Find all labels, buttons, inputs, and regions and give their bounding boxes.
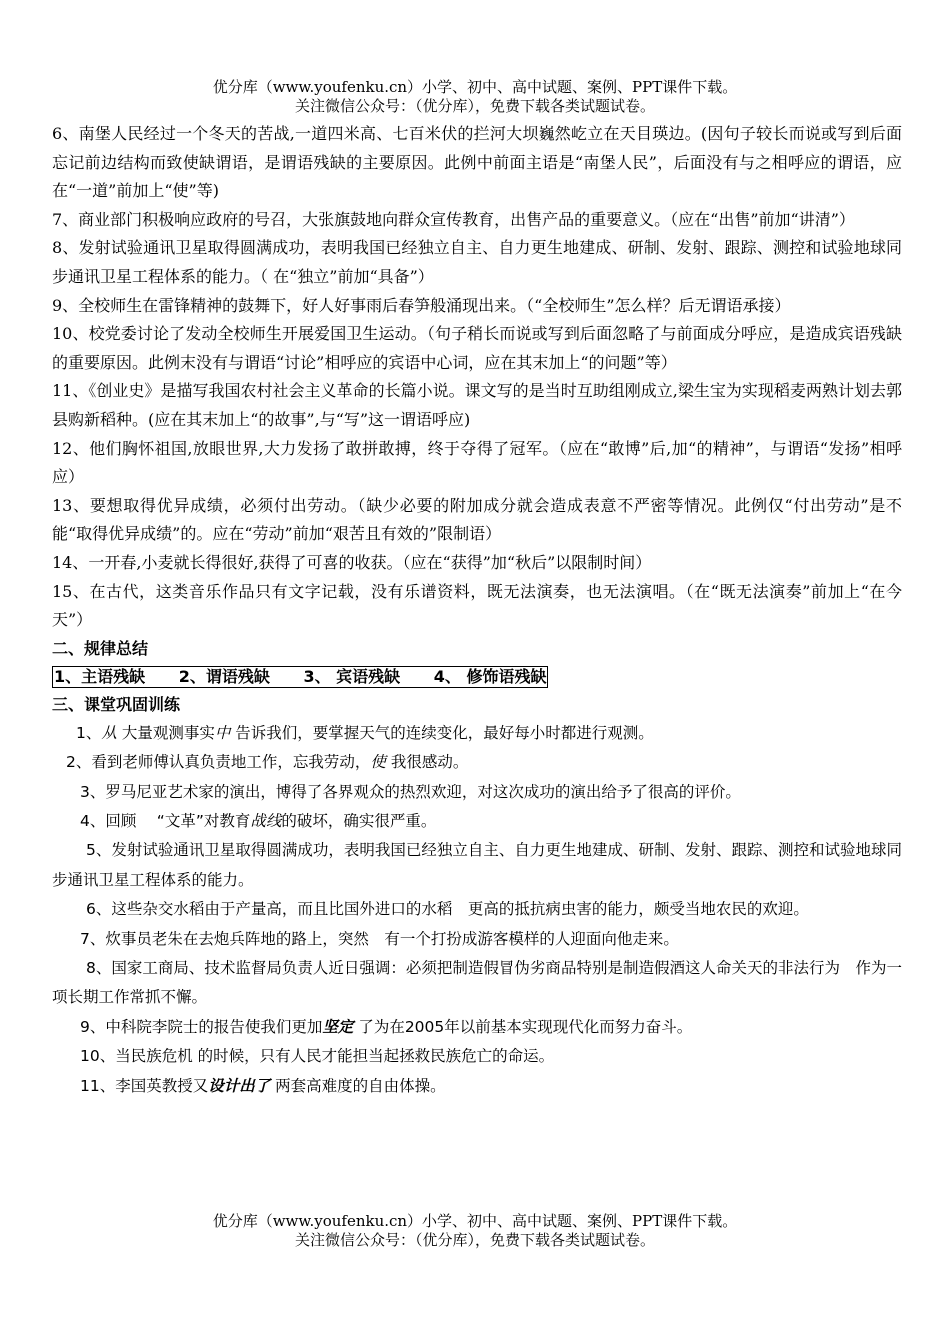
answer-item-8: 8、发射试验通讯卫星取得圆满成功，表明我国已经独立自主、自力更生地建成、研制、发射、跟踪、测控和试验地球同步通讯卫星工程体系的能力。（ 在“独立”前加“具备”） xyxy=(52,238,902,286)
marked-word: 设计出了 xyxy=(208,1076,271,1095)
answer-item-12: 12、他们胸怀祖国,放眼世界,大力发扬了敢拼敢搏，终于夺得了冠军。（应在“敢博”后,加“的精神”，与谓语“发扬”相呼应） xyxy=(52,438,902,487)
answer-item-11: 11、《创业史》是描写我国农村社会主义革命的长篇小说。课文写的是当时互助组刚成立,梁生宝为实现稻麦两熟计划去郭县购新稻种。(应在其末加上“的故事”,与“写”这一谓语呼应) xyxy=(52,381,902,429)
answer-item-9: 9、全校师生在雷锋精神的鼓舞下，好人好事雨后春笋般涌现出来。（“全校师生”怎么样？后无谓语承接） xyxy=(52,295,791,315)
footer-line-1: 优分库（www.youfenku.cn）小学、初中、高中试题、案例、PPT课件下载。 xyxy=(212,1212,738,1230)
answer-item-13: 13、要想取得优异成绩，必须付出劳动。（缺少必要的附加成分就会造成表意不严密等情况。此例仅“付出劳动”是不能“取得优异成绩”的。应在“劳动”前加“艰苦且有效的”限制语） xyxy=(52,495,902,544)
exercise-9: 9、中科院李院士的报告使我们更加坚定 了为在2005年以前基本实现现代化而努力奋斗。 xyxy=(80,1017,693,1036)
exercise-1: 1、从 大量观测事实中 告诉我们，要掌握天气的连续变化，最好每小时都进行观测。 xyxy=(76,723,654,742)
header-line-2: 关注微信公众号：（优分库），免费下载各类试题试卷。 xyxy=(294,97,655,115)
footer-line-2: 关注微信公众号：（优分库），免费下载各类试题试卷。 xyxy=(294,1231,655,1249)
header-line-1: 优分库（www.youfenku.cn）小学、初中、高中试题、案例、PPT课件下载。 xyxy=(212,78,738,96)
marked-word: 使 xyxy=(370,753,386,772)
rule-predicate-missing: 2、谓语残缺 xyxy=(178,666,270,686)
marked-word: 坚定 xyxy=(322,1017,354,1036)
page-footer xyxy=(0,1212,950,1250)
exercise-10: 10、当民族危机 的时候，只有人民才能担当起拯救民族危亡的命运。 xyxy=(80,1047,555,1066)
exercise-7: 7、炊事员老朱在去炮兵阵地的路上，突然 有一个打扮成游客模样的人迎面向他走来。 xyxy=(80,929,679,948)
marked-word: 中 xyxy=(214,723,231,742)
rule-modifier-missing: 4、 修饰语残缺 xyxy=(433,666,547,686)
answer-item-7: 7、商业部门积极响应政府的号召，大张旗鼓地向群众宣传教育，出售产品的重要意义。（应在“出售”前加“讲清”） xyxy=(52,209,855,229)
exercise-4: 4、回顾 “文革”对教育战线的破坏，确实很严重。 xyxy=(80,811,437,830)
answer-item-15: 15、在古代，这类音乐作品只有文字记载，没有乐谱资料，既无法演奏，也无法演唱。（在“既无法演奏”前加上“在今天”） xyxy=(52,581,902,630)
document-body xyxy=(52,120,902,1101)
answer-item-10: 10、校党委讨论了发动全校师生开展爱国卫生运动。（句子稍长而说或写到后面忽略了与前面成分呼应，是造成宾语残缺的重要原因。此例末没有与谓语“讨论”相呼应的宾语中心词，应在其末加上“的问题”等） xyxy=(52,324,902,372)
rule-object-missing: 3、 宾语残缺 xyxy=(303,666,401,686)
rules-summary-box xyxy=(52,666,548,688)
section-3-title: 三、课堂巩固训练 xyxy=(52,694,181,714)
section-2-title: 二、规律总结 xyxy=(52,638,149,658)
exercise-3: 3、罗马尼亚艺术家的演出，博得了各界观众的热烈欢迎，对这次成功的演出给予了很高的评价。 xyxy=(80,782,741,801)
exercise-6: 6、这些杂交水稻由于产量高，而且比国外进口的水稻 更高的抵抗病虫害的能力，颇受当地农民的欢迎。 xyxy=(86,900,809,919)
exercise-11: 11、李国英教授又设计出了 两套高难度的自由体操。 xyxy=(80,1076,446,1095)
rule-subject-missing: 1、主语残缺 xyxy=(54,666,146,686)
answer-item-14: 14、一开春,小麦就长得很好,获得了可喜的收获。（应在“获得”加“秋后”以限制时间） xyxy=(52,552,652,572)
marked-word: 从 xyxy=(101,723,117,742)
page-header xyxy=(0,78,950,116)
exercise-5: 5、发射试验通讯卫星取得圆满成功，表明我国已经独立自主、自力更生地建成、研制、发射、跟踪、测控和试验地球同步通讯卫星工程体系的能力。 xyxy=(52,841,902,889)
rules-summary-box-row xyxy=(52,663,902,691)
exercise-2: 2、看到老师傅认真负责地工作，忘我劳动，使 我很感动。 xyxy=(66,753,469,772)
exercise-8: 8、国家工商局、技术监督局负责人近日强调：必须把制造假冒伪劣商品特别是制造假酒这人命关天的非法行为 作为一项长期工作常抓不懈。 xyxy=(52,958,902,1007)
answer-item-6: 6、南堡人民经过一个冬天的苦战,一道四米高、七百米伏的拦河大坝巍然屹立在天目瑛边。(因句子较长而说或写到后面忘记前边结构而致使缺谓语，是谓语残缺的主要原因。此例中前面主语是“南堡人民”，后面没有与之相呼应的谓语，应在“一道”前加上“使”等) xyxy=(52,124,902,201)
marked-word: 战线 xyxy=(250,811,282,830)
